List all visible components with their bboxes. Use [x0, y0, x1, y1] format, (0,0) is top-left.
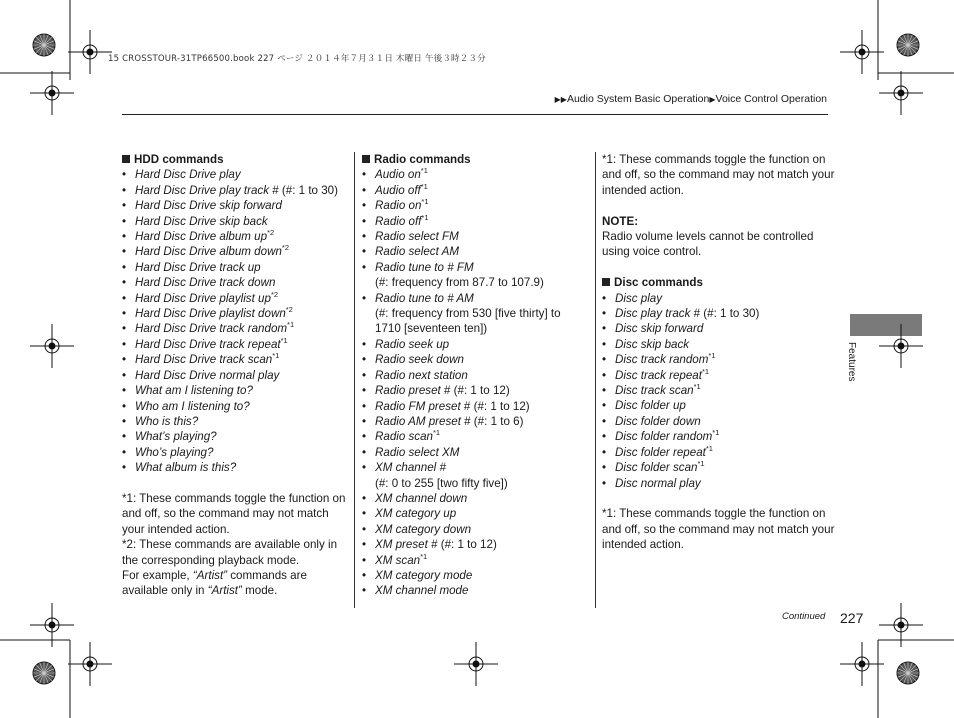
footnote-ref: *1 [712, 428, 720, 438]
command-text: Hard Disc Drive playlist down [135, 307, 286, 321]
command-range: # (#: 1 to 12) [427, 538, 497, 552]
command-text: Disc skip back [615, 337, 690, 351]
footnote-example: For example, “Artist” commands are available only in “Artist” mode. [122, 568, 307, 598]
footnote-ref: *2 [281, 243, 289, 253]
command-text: What album is this? [135, 461, 237, 475]
section-heading: Radio commands [362, 152, 587, 167]
footnote-ref: *1 [280, 335, 288, 345]
command-range: # (#: 1 to 12) [460, 399, 530, 413]
note-text: Radio volume levels cannot be controlled using voice control. [602, 230, 814, 259]
footnote: *1: These commands toggle the function on and off, so the command may not match your intended action. [602, 153, 835, 197]
footnote-ref: *1 [701, 366, 710, 376]
footnote-ref: *2 [267, 228, 275, 238]
command-text: Hard Disc Drive skip forward [135, 199, 282, 213]
command-text: Audio on [375, 168, 421, 182]
footnote-ref: *1 [421, 212, 429, 222]
command-text: Disc skip forward [615, 322, 704, 336]
footnote: *1: These commands toggle the function on and off, so the command may not match your intended action. [602, 507, 835, 552]
breadcrumb-arrow: ▶ [709, 95, 716, 104]
footnote-ref: *2 [270, 289, 279, 299]
command-text: Radio tune to # FM [375, 260, 474, 274]
footnote-ref: *1 [705, 443, 713, 453]
command-text: Hard Disc Drive play track [135, 183, 270, 197]
command-detail: (#: frequency from 530 [five thirty] to 1710 [seventeen ten]) [375, 307, 561, 336]
footnote-ref: *1 [287, 320, 295, 330]
command-text: Audio off [375, 183, 421, 197]
command-text: XM scan [375, 553, 421, 567]
command-range: # (#: 1 to 12) [440, 384, 510, 398]
print-header: 15 CROSSTOUR-31TP66500.book 227 ページ ２０１４年７月３１日 木曜日 午後３時２３分 [108, 54, 486, 64]
command-text: Radio tune to # AM [375, 291, 474, 305]
command-text: Radio off [375, 214, 422, 228]
command-text: Hard Disc Drive track random [135, 322, 288, 336]
command-text: Who’s playing? [135, 445, 214, 459]
command-text: Hard Disc Drive album down [135, 245, 282, 259]
command-text: Radio AM preset [375, 414, 461, 428]
command-text: Hard Disc Drive track scan [135, 353, 273, 367]
command-text: Who am I listening to? [135, 399, 250, 413]
command-range: # (#: 1 to 30) [690, 307, 760, 321]
command-text: Disc folder scan [615, 461, 698, 475]
command-text: Radio select AM [375, 245, 459, 259]
section-heading: HDD commands [122, 152, 350, 167]
command-text: Radio seek down [375, 353, 464, 367]
command-text: Hard Disc Drive album up [135, 230, 268, 244]
footnote-ref: *1 [708, 351, 716, 361]
command-text: XM channel mode [375, 584, 469, 598]
command-text: Radio next station [375, 368, 468, 382]
continued-label: Continued [782, 611, 826, 622]
command-text: Hard Disc Drive track up [135, 260, 261, 274]
command-text: XM category down [375, 522, 472, 536]
command-range: # (#: 1 to 6) [460, 414, 524, 428]
command-text: Radio preset [375, 384, 441, 398]
command-text: What’s playing? [135, 430, 217, 444]
note-label: NOTE: [602, 214, 639, 228]
footnote: *1: These commands toggle the function on and off, so the command may not match your intended action. [122, 491, 346, 536]
footnote-ref: *1 [420, 166, 428, 176]
section-heading: Disc commands [602, 275, 842, 290]
command-range: # (#: 1 to 30) [269, 183, 338, 197]
page-number: 227 [840, 610, 864, 626]
command-text: Disc track repeat [615, 368, 702, 382]
command-text: Disc play [615, 291, 663, 305]
command-text: Hard Disc Drive play [135, 168, 241, 182]
command-text: XM preset [375, 538, 428, 552]
breadcrumb-arrows: ▶▶ [554, 95, 567, 104]
breadcrumb-subsection: Voice Control Operation [715, 93, 827, 105]
command-text: Disc folder repeat [615, 445, 706, 459]
command-text: What am I listening to? [135, 384, 253, 398]
footnote-ref: *1 [693, 382, 701, 392]
command-text: Radio on [375, 199, 422, 213]
command-text: XM channel # [375, 461, 446, 475]
footnote-ref: *1 [272, 351, 280, 361]
footnote-ref: *2 [285, 305, 293, 315]
command-detail: (#: 0 to 255 [two fifty five]) [375, 476, 508, 490]
footnote-ref: *1 [421, 197, 429, 207]
command-text: Disc track scan [615, 384, 694, 398]
command-text: Radio select FM [375, 230, 459, 244]
command-text: Radio FM preset [375, 399, 461, 413]
command-text: Radio scan [375, 430, 434, 444]
command-text: Hard Disc Drive playlist up [135, 291, 271, 305]
command-text: Hard Disc Drive track down [135, 276, 276, 290]
command-text: XM channel down [375, 491, 468, 505]
footnote: *2: These commands are available only in the corresponding playback mode. [122, 538, 338, 567]
command-text: Hard Disc Drive track repeat [135, 337, 281, 351]
command-text: XM category up [375, 507, 457, 521]
command-text: Disc folder up [615, 399, 686, 413]
command-text: Disc folder down [615, 414, 701, 428]
footnote-ref: *1 [420, 181, 428, 191]
command-text: Who is this? [135, 414, 199, 428]
command-text: Disc play track [615, 307, 691, 321]
command-text: Disc folder random [615, 430, 713, 444]
command-text: Disc normal play [615, 476, 701, 490]
command-detail: (#: frequency from 87.7 to 107.9) [375, 276, 544, 290]
footnote-ref: *1 [697, 459, 705, 469]
command-text: Hard Disc Drive normal play [135, 368, 280, 382]
command-text: Disc track random [615, 353, 709, 367]
footnote-ref: *1 [420, 551, 428, 561]
command-text: Radio seek up [375, 337, 450, 351]
chapter-tab-label: Features [846, 342, 857, 382]
command-text: Radio select XM [375, 445, 460, 459]
breadcrumb-section: Audio System Basic Operation [566, 93, 710, 105]
command-text: XM category mode [375, 568, 473, 582]
footnote-ref: *1 [433, 428, 441, 438]
command-text: Hard Disc Drive skip back [135, 214, 268, 228]
